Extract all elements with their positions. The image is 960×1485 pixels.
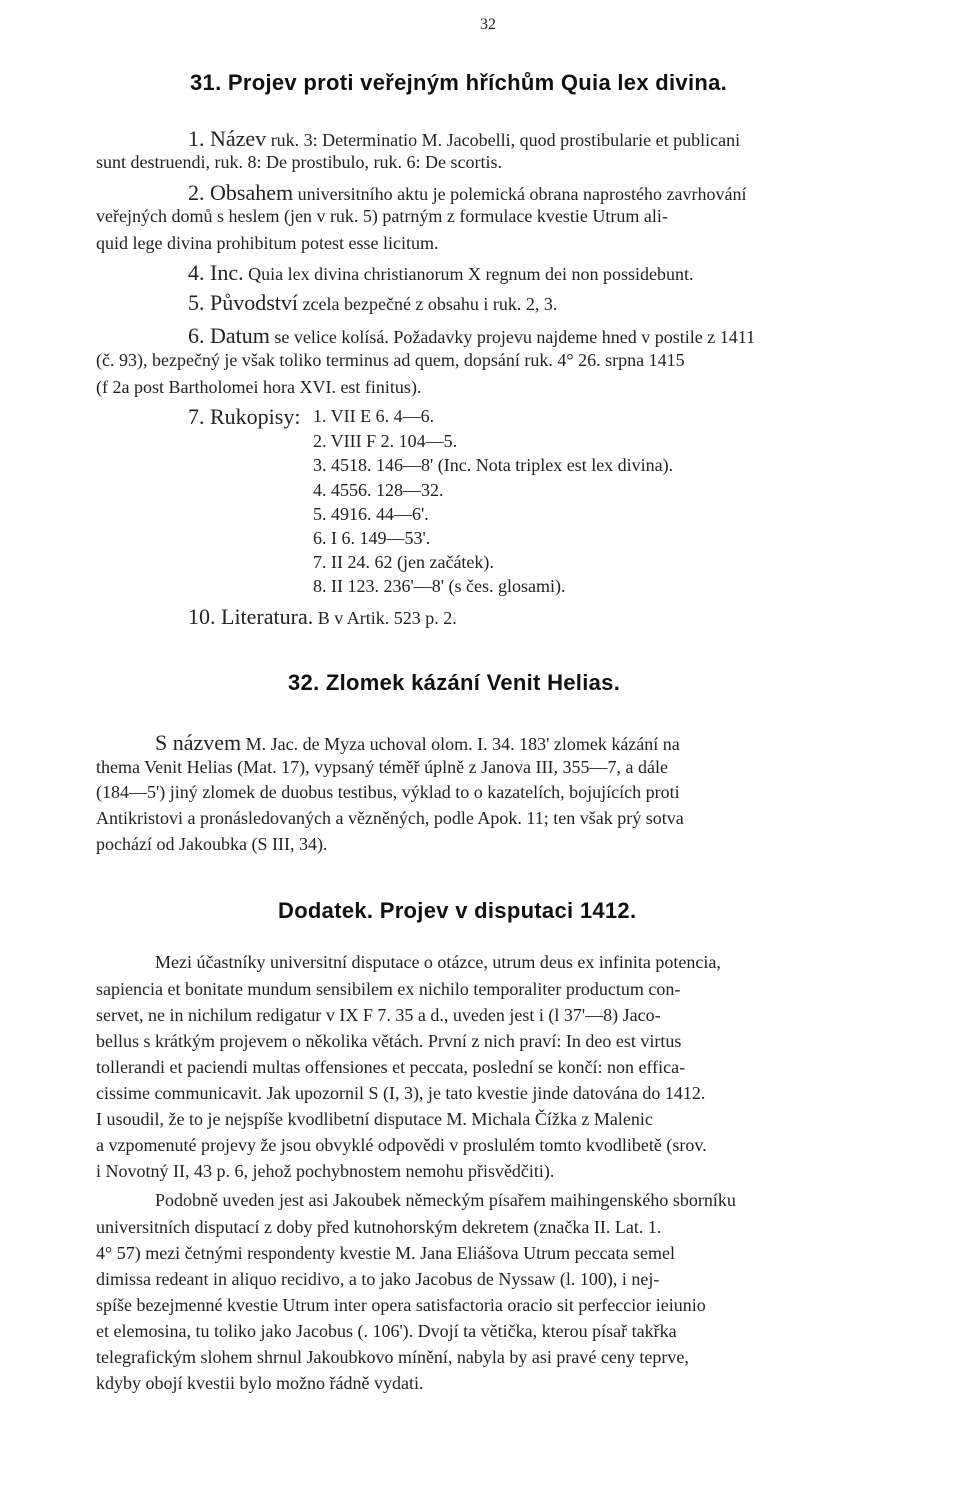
s31-line-1 bbox=[188, 126, 740, 152]
s31-lead-8: 6. Datum bbox=[188, 323, 270, 348]
s31-text-3: universitního aktu je polemická obrana naprostého zavrhování bbox=[293, 184, 747, 204]
s31-line-6 bbox=[188, 260, 694, 286]
dodatek-p2-line-1: Podobně uveden jest asi Jakoubek německým písařem maihingenského sborníku bbox=[155, 1190, 736, 1210]
rukopis-item-5: 5. 4916. 44—6'. bbox=[313, 504, 429, 524]
dodatek-p1-line-8: a vzpomenuté projevy že jsou obvyklé odpovědi v proslulém tomto kvodlibetě (srov. bbox=[96, 1135, 707, 1155]
section-32-title: 32. Zlomek kázání Venit Helias. bbox=[288, 670, 621, 695]
s32-text-1: M. Jac. de Myza uchoval olom. I. 34. 183' zlomek kázání na bbox=[241, 734, 680, 754]
s32-line-1 bbox=[155, 730, 680, 756]
dodatek-p1-line-1: Mezi účastníky universitní disputace o otázce, utrum deus ex infinita potencia, bbox=[155, 952, 721, 972]
s31-line-10 bbox=[96, 377, 421, 398]
rukopis-item-6: 6. I 6. 149—53'. bbox=[313, 528, 431, 548]
dodatek-p1-line-9: i Novotný II, 43 p. 6, jehož pochybnostem nemohu přisvědčiti). bbox=[96, 1161, 555, 1181]
page-number: 32 bbox=[480, 16, 496, 33]
dodatek-p2-line-3: 4° 57) mezi četnými respondenty kvestie M. Jana Eliášova Utrum peccata semel bbox=[96, 1243, 676, 1263]
s31-lead-3: 2. Obsahem bbox=[188, 180, 294, 205]
dodatek-title: Dodatek. Projev v disputaci 1412. bbox=[278, 898, 637, 923]
dodatek-p1-line-7: I usoudil, že to je nejspíše kvodlibetní disputace M. Michala Čížka z Malenic bbox=[96, 1109, 653, 1129]
s31-line-2 bbox=[96, 152, 502, 173]
dodatek-p1-line-5: tollerandi et paciendi multas offensiones et peccata, poslední se končí: non effica- bbox=[96, 1057, 686, 1077]
rukopisy-label: 7. Rukopisy: bbox=[188, 404, 301, 429]
rukopis-item-8: 8. II 123. 236'—8' (s čes. glosami). bbox=[313, 576, 566, 596]
rukopis-item-1: 1. VII E 6. 4—6. bbox=[313, 406, 435, 426]
literatura-line bbox=[188, 604, 457, 630]
literatura-text: B v Artik. 523 p. 2. bbox=[313, 608, 457, 628]
s32-line-5: pochází od Jakoubka (S III, 34). bbox=[96, 834, 328, 854]
s31-text-5: quid lege divina prohibitum potest esse licitum. bbox=[96, 233, 439, 253]
dodatek-p1-line-4: bellus s krátkým projevem o několika větách. První z nich praví: In deo est virtus bbox=[96, 1031, 682, 1051]
s31-text-10: (f 2a post Bartholomei hora XVI. est finitus). bbox=[96, 377, 422, 397]
s31-line-7 bbox=[188, 290, 557, 316]
s31-text-8: se velice kolísá. Požadavky projevu najdeme hned v postile z 1411 bbox=[269, 327, 756, 347]
s31-line-4 bbox=[96, 206, 668, 227]
s31-text-6: Quia lex divina christianorum X regnum dei non possidebunt. bbox=[243, 264, 694, 284]
dodatek-p2-line-6: et elemosina, tu toliko jako Jacobus (. 106'). Dvojí ta větička, kterou písař takřka bbox=[96, 1321, 677, 1341]
rukopis-item-2: 2. VIII F 2. 104—5. bbox=[313, 431, 458, 451]
dodatek-p2-line-5: spíše bezejmenné kvestie Utrum inter opera satisfactoria oracio sit perfeccior ieiunio bbox=[96, 1295, 706, 1315]
s31-text-2: sunt destruendi, ruk. 8: De prostibulo, ruk. 6: De scortis. bbox=[96, 152, 502, 172]
s31-line-3 bbox=[188, 180, 746, 206]
s31-lead-7: 5. Původství bbox=[188, 290, 299, 315]
s32-lead-1: S názvem bbox=[155, 730, 242, 755]
dodatek-p2-line-2: universitních disputací z doby před kutnohorským dekretem (značka II. Lat. 1. bbox=[96, 1217, 662, 1237]
dodatek-p2-line-4: dimissa redeant in aliquo recidivo, a to jako Jacobus de Nyssaw (l. 100), i nej- bbox=[96, 1269, 660, 1289]
s32-line-4: Antikristovi a pronásledovaných a vězněných, podle Apok. 11; ten však prý sotva bbox=[96, 808, 684, 828]
dodatek-p1-line-3: servet, ne in nichilum redigatur v IX F 7. 35 a d., uveden jest i (l 37'—8) Jaco- bbox=[96, 1005, 661, 1025]
s31-lead-6: 4. Inc. bbox=[188, 260, 244, 285]
rukopis-item-4: 4. 4556. 128—32. bbox=[313, 480, 444, 500]
rukopis-item-3: 3. 4518. 146—8' (Inc. Nota triplex est lex divina). bbox=[313, 455, 674, 475]
s31-lead-1: 1. Název bbox=[188, 126, 267, 151]
rukopis-item-7: 7. II 24. 62 (jen začátek). bbox=[313, 552, 494, 572]
s31-text-9: (č. 93), bezpečný je však toliko terminus ad quem, dopsání ruk. 4° 26. srpna 1415 bbox=[96, 350, 685, 370]
s31-line-8 bbox=[188, 323, 755, 349]
literatura-label: 10. Literatura. bbox=[188, 604, 314, 629]
dodatek-p2-line-7: telegrafickým slohem shrnul Jakoubkovo mínění, nabyla by asi pravé ceny teprve, bbox=[96, 1347, 689, 1367]
dodatek-p2-line-8: kdyby obojí kvestii bylo možno řádně vydati. bbox=[96, 1373, 424, 1393]
s32-line-2: thema Venit Helias (Mat. 17), vypsaný téměř úplně z Janova III, 355—7, a dále bbox=[96, 757, 669, 777]
s32-line-3: (184—5') jiný zlomek de duobus testibus, výklad to o kazatelích, bojujících proti bbox=[96, 782, 680, 802]
s31-line-5 bbox=[96, 233, 438, 254]
s31-text-4: veřejných domů s heslem (jen v ruk. 5) patrným z formulace kvestie Utrum ali- bbox=[96, 206, 668, 226]
dodatek-p1-line-2: sapiencia et bonitate mundum sensibilem ex nichilo temporaliter productum con- bbox=[96, 979, 681, 999]
s31-text-7: zcela bezpečné z obsahu i ruk. 2, 3. bbox=[298, 294, 558, 314]
dodatek-p1-line-6: cissime communicavit. Jak upozornil S (I, 3), je tato kvestie jinde datována do 1412. bbox=[96, 1083, 706, 1103]
s31-line-9 bbox=[96, 350, 685, 371]
section-31-title: 31. Projev proti veřejným hříchům Quia lex divina. bbox=[190, 70, 728, 95]
s31-text-1: ruk. 3: Determinatio M. Jacobelli, quod prostibularie et publicani bbox=[266, 130, 741, 150]
